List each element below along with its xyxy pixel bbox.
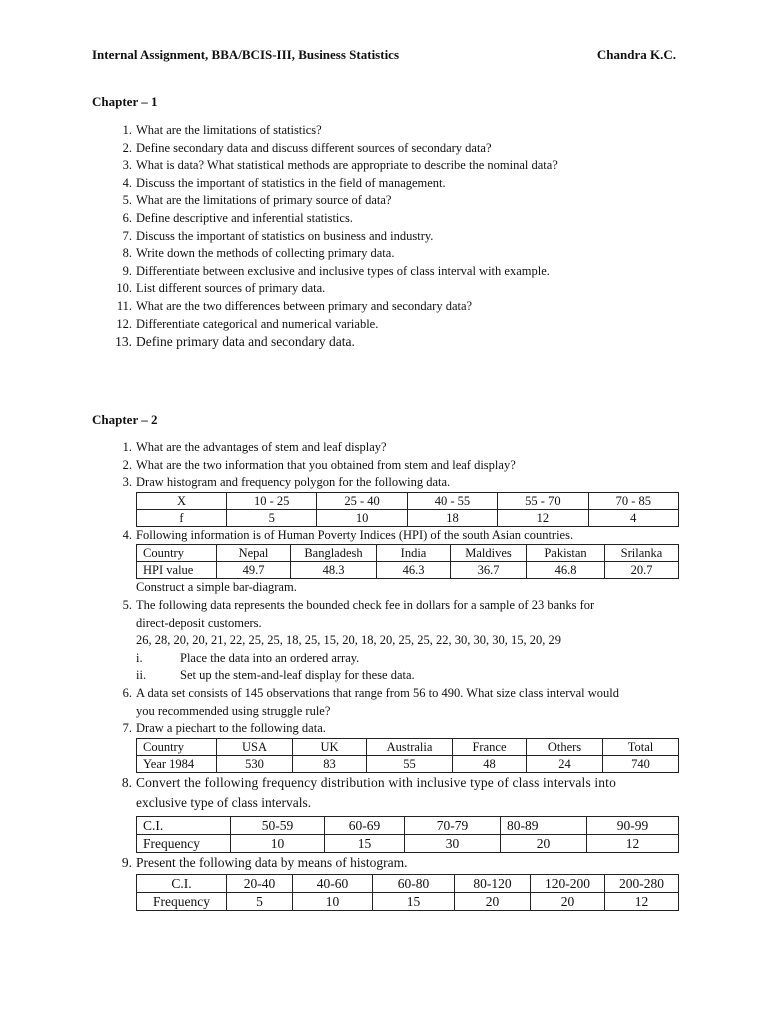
histogram-data-table — [136, 874, 679, 911]
table-cell: 10 - 25 — [227, 492, 317, 509]
list-item — [110, 192, 680, 210]
question-number: 2. — [122, 140, 132, 155]
table-cell: Country — [137, 545, 217, 562]
inclusive-class-table — [136, 816, 679, 853]
hpi-table — [136, 544, 679, 579]
question-number: 4. — [122, 175, 132, 190]
question-number: 8. — [122, 246, 132, 261]
table-cell: 60-80 — [373, 874, 455, 892]
table-cell: 46.8 — [527, 562, 605, 579]
list-item — [110, 298, 680, 316]
table-cell: 18 — [407, 509, 497, 526]
question-note: Construct a simple bar-diagram. — [136, 580, 297, 595]
question-number: 11. — [116, 298, 132, 313]
question-text: Present the following data by means of histogram. — [136, 854, 408, 870]
list-item: 6. A data set consists of 145 observations that range from 56 to 490. What size class interval would you recommended using struggle rule? — [110, 685, 680, 720]
question-number: 9. — [122, 263, 132, 278]
question-text: Define primary data and secondary data. — [136, 334, 355, 350]
table-row — [137, 834, 679, 852]
sub-question: i. Place the data into an ordered array. — [136, 650, 360, 665]
question-text: List different sources of primary data. — [136, 281, 326, 296]
question-number: 13. — [115, 334, 132, 350]
table-cell: Maldives — [451, 545, 527, 562]
table-cell: Others — [527, 738, 603, 755]
table-cell: 36.7 — [451, 562, 527, 579]
table-cell: Total — [603, 738, 679, 755]
table-cell: Australia — [367, 738, 453, 755]
table-cell: 55 — [367, 755, 453, 772]
question-text: Convert the following frequency distribution with inclusive type of class intervals into — [136, 774, 616, 790]
table-cell: 48 — [453, 755, 527, 772]
table-cell: 70 - 85 — [588, 492, 678, 509]
list-item — [110, 157, 680, 175]
document-title: Internal Assignment, BBA/BCIS-III, Business Statistics — [92, 47, 400, 62]
table-row — [137, 509, 679, 526]
table-row — [137, 545, 679, 562]
sub-question: ii. Set up the stem-and-leaf display for these data. — [136, 668, 415, 683]
question-text: Discuss the important of statistics in the field of management. — [136, 175, 446, 190]
question-text: What are the limitations of primary source of data? — [136, 193, 392, 208]
list-item — [110, 122, 680, 140]
table-cell: 24 — [527, 755, 603, 772]
table-cell: 12 — [605, 892, 679, 910]
question-text: A data set consists of 145 observations that range from 56 to 490. What size class interval would — [136, 685, 620, 700]
table-cell: 530 — [217, 755, 293, 772]
table-cell: 80-89 — [501, 816, 587, 834]
question-number: 10. — [116, 281, 132, 296]
table-cell: 20 — [501, 834, 587, 852]
list-item: 5. The following data represents the bounded check fee in dollars for a sample of 23 banks for direct-deposit customers. 26, 28, 20, 20, 21, 22, 25, 25, 18, 25, 15, 20, 18, 20, 25, 25, 22, 30, 30, 30, 15, 20, 29 i. Place the data into an ordered array. ii. Set up the stem-and-leaf display for these data. — [110, 597, 680, 685]
table-cell: 20-40 — [227, 874, 293, 892]
list-item: 7. Draw a piechart to the following data. Country USA UK Australia France Others Total Year 1984 530 83 55 48 24 740 — [110, 720, 680, 773]
table-cell: 10 — [231, 834, 325, 852]
class-frequency-table — [136, 492, 679, 527]
table-cell: UK — [293, 738, 367, 755]
list-item: 4. Following information is of Human Poverty Indices (HPI) of the south Asian countries. Country Nepal Bangladesh India Maldives Pakistan Srilanka HPI value 49.7 48.3 46.3 36.7 46.8 20.7 Construct a simple bar-diagram. — [110, 527, 680, 597]
question-text: What are the limitations of statistics? — [136, 123, 322, 137]
question-text: Draw histogram and frequency polygon for the following data. — [136, 475, 451, 490]
question-text: What is data? What statistical methods are appropriate to describe the nominal data? — [136, 158, 558, 173]
table-cell: 20.7 — [605, 562, 679, 579]
question-text: What are the two information that you obtained from stem and leaf display? — [136, 457, 516, 472]
table-cell: C.I. — [137, 816, 231, 834]
table-cell: India — [377, 545, 451, 562]
question-number: 6. — [122, 210, 132, 225]
table-row — [137, 562, 679, 579]
author-name: Chandra K.C. — [596, 47, 676, 62]
table-cell: 25 - 40 — [317, 492, 407, 509]
list-item — [110, 175, 680, 193]
list-item — [110, 263, 680, 281]
table-cell: Nepal — [217, 545, 291, 562]
chapter-2-title: Chapter – 2 — [92, 412, 158, 427]
table-cell: USA — [217, 738, 293, 755]
table-row — [137, 755, 679, 772]
question-text-cont: direct-deposit customers. — [136, 615, 262, 630]
table-cell: Country — [137, 738, 217, 755]
table-cell: 90-99 — [587, 816, 679, 834]
question-text: Write down the methods of collecting primary data. — [136, 246, 395, 261]
table-cell: 60-69 — [325, 816, 405, 834]
question-text: What are the two differences between primary and secondary data? — [136, 298, 473, 313]
list-item — [110, 140, 680, 158]
table-cell: 70-79 — [405, 816, 501, 834]
question-text: The following data represents the bounded check fee in dollars for a sample of 23 banks for — [136, 597, 595, 612]
table-cell: 10 — [293, 892, 373, 910]
table-cell: 40 - 55 — [407, 492, 497, 509]
table-cell: 10 — [317, 509, 407, 526]
table-cell: Frequency — [137, 834, 231, 852]
table-cell: Frequency — [137, 892, 227, 910]
list-item — [110, 245, 680, 263]
table-cell: Srilanka — [605, 545, 679, 562]
question-number: 5. — [122, 193, 132, 208]
question-number: 3. — [122, 158, 132, 173]
question-number: 7. — [122, 228, 132, 243]
table-cell: 4 — [588, 509, 678, 526]
question-text: Following information is of Human Poverty Indices (HPI) of the south Asian countries. — [136, 527, 574, 542]
list-item — [110, 228, 680, 246]
table-cell: 40-60 — [293, 874, 373, 892]
table-cell: 200-280 — [605, 874, 679, 892]
data-values: 26, 28, 20, 20, 21, 22, 25, 25, 18, 25, 15, 20, 18, 20, 25, 25, 22, 30, 30, 30, 15, 20, 29 — [136, 633, 561, 648]
table-cell: 12 — [587, 834, 679, 852]
question-text: What are the advantages of stem and leaf display? — [136, 440, 387, 454]
table-cell: Pakistan — [527, 545, 605, 562]
table-cell: 15 — [373, 892, 455, 910]
question-text: Discuss the important of statistics on business and industry. — [136, 228, 434, 243]
table-row — [137, 738, 679, 755]
table-cell: X — [137, 492, 227, 509]
table-cell: 50-59 — [231, 816, 325, 834]
table-row — [137, 874, 679, 892]
question-number: 12. — [116, 316, 132, 331]
table-cell: 5 — [227, 509, 317, 526]
question-text: Differentiate between exclusive and inclusive types of class interval with example. — [136, 263, 550, 278]
table-cell: 15 — [325, 834, 405, 852]
table-cell: 20 — [455, 892, 531, 910]
question-text: Define descriptive and inferential statistics. — [136, 210, 353, 225]
question-text-cont: exclusive type of class intervals. — [136, 794, 312, 810]
table-cell: 55 - 70 — [498, 492, 588, 509]
table-row — [137, 492, 679, 509]
table-cell: 46.3 — [377, 562, 451, 579]
table-row — [137, 816, 679, 834]
question-text: Draw a piechart to the following data. — [136, 721, 326, 736]
list-item: 3. Draw histogram and frequency polygon for the following data. X 10 - 25 25 - 40 40 - 55 55 - 70 70 - 85 f 5 10 18 12 4 — [110, 474, 680, 527]
page-header — [92, 46, 676, 64]
pie-data-table — [136, 738, 679, 773]
question-text: Define secondary data and discuss different sources of secondary data? — [136, 140, 492, 155]
table-cell: 20 — [531, 892, 605, 910]
table-cell: 80-120 — [455, 874, 531, 892]
list-item: 1. What are the advantages of stem and leaf display? — [122, 440, 387, 454]
table-cell: Bangladesh — [291, 545, 377, 562]
list-item: 2. What are the two information that you obtained from stem and leaf display? — [122, 457, 516, 472]
table-cell: f — [137, 509, 227, 526]
chapter-1-questions — [110, 122, 680, 351]
table-cell: 12 — [498, 509, 588, 526]
table-cell: 740 — [603, 755, 679, 772]
list-item: 9. Present the following data by means of histogram. C.I. 20-40 40-60 60-80 80-120 120-200 200-280 Frequency 5 10 15 20 20 12 — [110, 853, 680, 911]
table-cell: 120-200 — [531, 874, 605, 892]
table-cell: 48.3 — [291, 562, 377, 579]
table-cell: 30 — [405, 834, 501, 852]
question-number: 1. — [122, 123, 132, 137]
table-cell: 49.7 — [217, 562, 291, 579]
table-cell: HPI value — [137, 562, 217, 579]
chapter-1-title: Chapter – 1 — [92, 94, 158, 109]
list-item — [110, 280, 680, 298]
list-item — [110, 316, 680, 334]
table-row — [137, 892, 679, 910]
chapter-2-questions — [110, 439, 680, 911]
table-cell: France — [453, 738, 527, 755]
table-cell: Year 1984 — [137, 755, 217, 772]
list-item — [110, 210, 680, 228]
question-text-cont: you recommended using struggle rule? — [136, 703, 331, 718]
table-cell: 5 — [227, 892, 293, 910]
table-cell: C.I. — [137, 874, 227, 892]
list-item — [110, 333, 680, 351]
table-cell: 83 — [293, 755, 367, 772]
list-item: 8. Convert the following frequency distribution with inclusive type of class intervals into exclusive type of class intervals. C.I. 50-59 60-69 70-79 80-89 90-99 Frequency 10 15 30 20 12 — [110, 773, 680, 853]
question-text: Differentiate categorical and numerical variable. — [136, 316, 379, 331]
